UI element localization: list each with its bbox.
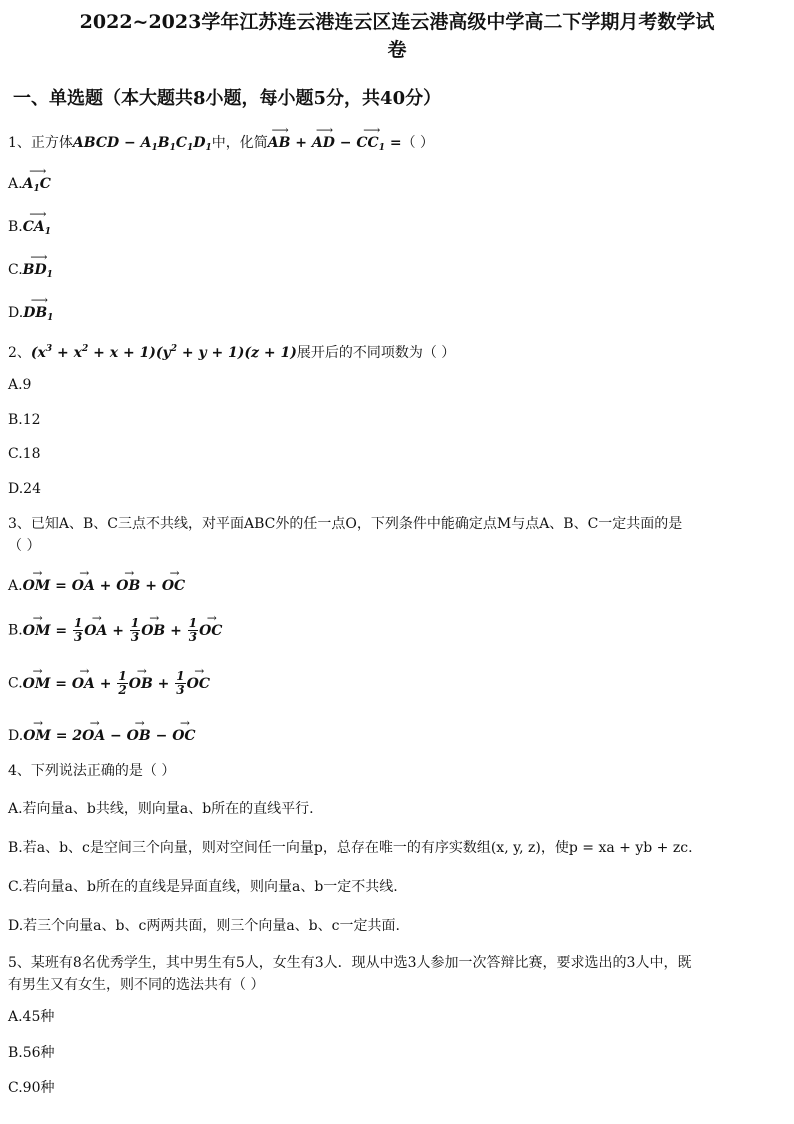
q4-option-b: B.若a、b、c是空间三个向量，则对空间任一向量p，总存在唯一的有序实数组(x, y, z)，使p = xa + yb + zc. — [8, 840, 693, 856]
q1-suffix: （ ） — [401, 135, 435, 151]
title-line-1: 2022~2023学年江苏连云港连云区连云港高级中学高二下学期月考数学试 — [79, 11, 715, 33]
q1-option-b — [8, 215, 51, 244]
q3-option-d — [8, 724, 196, 748]
q2-option-c: C.18 — [8, 446, 41, 462]
q1-option-d — [8, 301, 53, 330]
question-3-stem — [8, 513, 786, 557]
q5-option-b: B.56种 — [8, 1045, 55, 1061]
q3-option-c — [8, 670, 210, 697]
option-formula: → OM = 2→ OA − → OB − → OC — [23, 728, 195, 744]
question-4-stem: 4、下列说法正确的是（ ） — [8, 763, 176, 779]
q1-prefix: 1、正方体 — [8, 135, 73, 151]
q1-expr: ⟶ AB + ⟶ AD − ⟶ $CC_1$ = — [268, 135, 402, 151]
title-line-2: 卷 — [387, 39, 407, 61]
option-letter: A. — [8, 176, 23, 192]
section-heading: 一、单选题（本大题共8小题，每小题5分，共40分） — [13, 88, 442, 109]
q4-option-c: C.若向量a、b所在的直线是异面直线，则向量a、b一定不共线. — [8, 879, 398, 895]
q5-line-1: 5、某班有8名优秀学生，其中男生有5人，女生有3人．现从中选3人参加一次答辩比赛，要求选出的3人中，既 — [8, 955, 692, 971]
question-5-stem — [8, 952, 786, 996]
q3-option-b — [8, 617, 222, 644]
q1-option-a — [8, 172, 51, 201]
document-title — [0, 0, 794, 64]
option-vector: ⟶ $CA_1$ — [23, 215, 51, 244]
q2-option-b: B.12 — [8, 412, 41, 428]
q2-expr: $(x^3 + x^2 + x + 1)(y^2 + y + 1)(z + 1)$ — [30, 344, 297, 361]
q2-suffix: 展开后的不同项数为（ ） — [296, 345, 456, 361]
option-letter: B. — [8, 622, 23, 639]
q5-option-a: A.45种 — [8, 1009, 55, 1025]
option-letter: A. — [8, 578, 23, 594]
question-1-stem — [8, 132, 786, 159]
q3-line-2: （ ） — [8, 538, 41, 554]
option-vector: ⟶ $BD_1$ — [23, 258, 53, 287]
option-formula: → OM = $\frac{1}{3}$ → OA + $\frac{1}{3}$ → OB + $\frac{1}{3}$ → OC — [23, 623, 223, 639]
q3-option-a — [8, 574, 185, 598]
q5-option-c: C.90种 — [8, 1080, 55, 1096]
q1-shape: ABCD − $A_1B_1C_1D_1$ — [72, 135, 212, 153]
option-letter: C. — [8, 262, 23, 278]
q2-option-d: D.24 — [8, 481, 41, 497]
question-2-stem — [8, 338, 786, 364]
option-letter: D. — [8, 728, 24, 744]
option-formula: → OM = → OA + $\frac{1}{2}$ → OB + $\frac{1}{3}$ → OC — [23, 676, 210, 692]
option-vector: ⟶ $A_1C$ — [23, 172, 51, 201]
option-letter: D. — [8, 305, 24, 321]
q2-option-a: A.9 — [8, 377, 32, 393]
option-formula: → OM = → OA + → OB + → OC — [23, 578, 186, 594]
option-letter: B. — [8, 219, 23, 235]
q3-line-1: 3、已知A、B、C三点不共线，对平面ABC外的任一点O，下列条件中能确定点M与点A、B、C一定共面的是 — [8, 516, 683, 532]
q4-option-a: A.若向量a、b共线，则向量a、b所在的直线平行. — [8, 801, 314, 817]
q5-line-2: 有男生又有女生，则不同的选法共有（ ） — [8, 977, 265, 993]
q1-option-c — [8, 258, 53, 287]
option-vector: ⟶ $DB_1$ — [23, 301, 53, 330]
q1-mid: 中，化简 — [211, 135, 268, 151]
q4-option-d: D.若三个向量a、b、c两两共面，则三个向量a、b、c一定共面. — [8, 918, 400, 934]
option-letter: C. — [8, 675, 23, 692]
q2-prefix: 2、 — [8, 345, 31, 361]
